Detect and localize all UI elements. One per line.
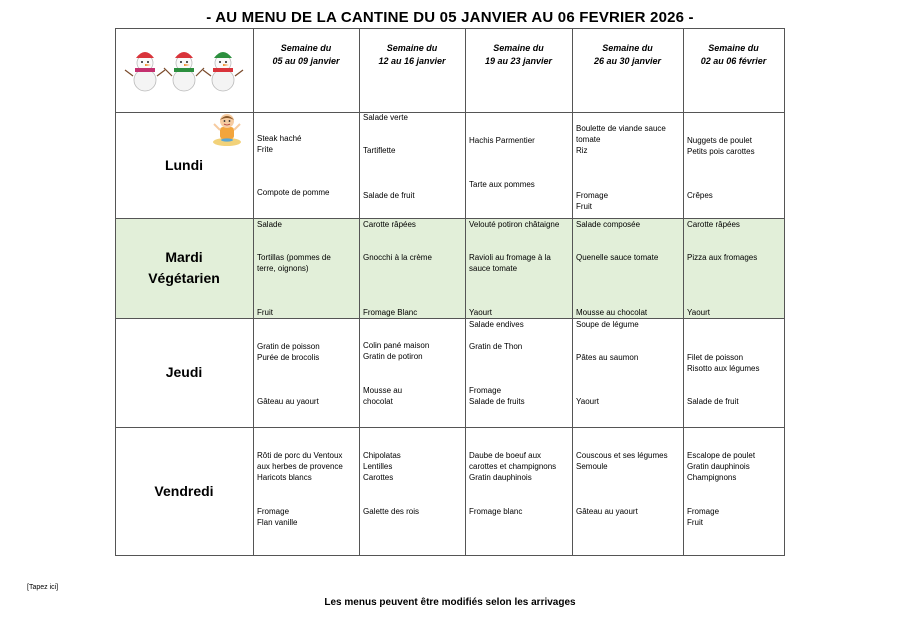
footer-note: Les menus peuvent être modifiés selon les arrivages (324, 597, 576, 608)
menu-cell (687, 112, 782, 218)
menu-item: Gratin de Thon (469, 342, 523, 351)
menu-item: aux herbes de provence (257, 462, 343, 471)
menu-cell (469, 427, 570, 555)
menu-item: Mousse au (363, 386, 403, 395)
menu-cell (257, 112, 357, 218)
week-header (465, 42, 572, 68)
menu-item: Fromage (469, 386, 502, 395)
menu-item: Yaourt (576, 397, 599, 406)
menu-item: Gratin de potiron (363, 352, 423, 361)
day-label-line: Mardi (165, 249, 203, 265)
menu-item: Velouté potiron châtaigne (469, 220, 560, 229)
menu-item: Fromage (687, 507, 720, 516)
menu-item: Gratin de poisson (257, 342, 320, 351)
menu-item: Lentilles (363, 462, 393, 471)
menu-item: Steak haché (257, 134, 302, 143)
week-header-line: Semaine du (708, 43, 759, 53)
menu-item: Flan vanille (257, 518, 298, 527)
menu-item: Salade verte (363, 113, 408, 122)
menu-table (115, 28, 785, 556)
week-header (683, 42, 784, 68)
menu-item: tomate (576, 135, 601, 144)
menu-item: Fromage blanc (469, 507, 523, 516)
day-label-line: Lundi (164, 156, 204, 173)
menu-item: Fromage Blanc (363, 308, 418, 317)
menu-item: Rôti de porc du Ventoux (257, 451, 343, 460)
menu-item: Haricots blancs (257, 473, 312, 482)
menu-item: Ravioli au fromage à la (469, 253, 551, 262)
week-header (253, 42, 359, 68)
menu-item: Soupe de légume (576, 320, 639, 329)
menu-item: Fruit (576, 202, 592, 211)
menu-item: Salade composée (576, 220, 641, 229)
menu-cell (469, 218, 570, 318)
menu-cell (687, 318, 782, 427)
menu-cell (687, 427, 782, 555)
menu-item: sauce tomate (469, 264, 518, 273)
menu-item: Pâtes au saumon (576, 353, 639, 362)
page-title: - AU MENU DE LA CANTINE DU 05 JANVIER AU 06 FEVRIER 2026 - (206, 9, 694, 26)
menu-item: terre, oignons) (257, 264, 309, 273)
menu-item: Crêpes (687, 191, 713, 200)
menu-item: Frite (257, 145, 273, 154)
snowmen-illustration (123, 46, 245, 94)
snowman-icon (164, 52, 204, 91)
menu-item: Salade endives (469, 320, 524, 329)
placeholder-text: [Tapez ici] (27, 584, 59, 591)
table-column-border (359, 28, 360, 556)
menu-item: Semoule (576, 462, 608, 471)
menu-item: Salade de fruit (687, 397, 739, 406)
menu-cell (576, 112, 681, 218)
menu-item: Fruit (257, 308, 273, 317)
menu-item: Salade de fruit (363, 191, 415, 200)
menu-item: Hachis Parmentier (469, 136, 535, 145)
menu-cell (363, 427, 463, 555)
menu-cell (257, 427, 357, 555)
menu-item: Yaourt (687, 308, 710, 317)
menu-item: Yaourt (469, 308, 492, 317)
menu-item: Daube de boeuf aux (469, 451, 542, 460)
day-label-line: Vendredi (154, 482, 214, 499)
menu-item: Carottes (363, 473, 394, 482)
week-header (359, 42, 465, 68)
menu-cell (469, 112, 570, 218)
menu-item: Galette des rois (363, 507, 420, 516)
menu-cell (469, 318, 570, 427)
menu-item: Salade de fruits (469, 397, 525, 406)
menu-item: Escalope de poulet (687, 451, 756, 460)
child-eating-illustration (211, 111, 243, 147)
menu-item: Pizza aux fromages (687, 253, 758, 262)
menu-item: Mousse au chocolat (576, 308, 648, 317)
week-header-line: Semaine du (386, 43, 438, 53)
week-header-line: Semaine du (602, 43, 653, 53)
day-label (115, 247, 253, 289)
menu-item: Fruit (687, 518, 703, 527)
menu-item: carottes et champignons (469, 462, 557, 471)
menu-cell (576, 218, 681, 318)
week-header-line: 26 au 30 janvier (593, 56, 662, 66)
menu-item: Champignons (687, 473, 737, 482)
menu-cell (576, 318, 681, 427)
week-header-line: Semaine du (493, 43, 544, 53)
menu-item: Carotte râpées (687, 220, 740, 229)
table-row-border (115, 555, 785, 556)
menu-item: Filet de poisson (687, 353, 744, 362)
menu-item: Chipolatas (363, 451, 401, 460)
menu-item: Gratin dauphinois (687, 462, 750, 471)
menu-item: Riz (576, 146, 588, 155)
table-column-border (115, 28, 116, 556)
table-column-border (253, 28, 254, 556)
snowman-icon (125, 52, 165, 91)
table-column-border (784, 28, 785, 556)
snowman-icon (203, 52, 243, 91)
menu-cell (257, 318, 357, 427)
menu-item: Fromage (576, 191, 609, 200)
day-label (115, 481, 253, 502)
table-row-border (115, 28, 785, 29)
week-header-line: Semaine du (280, 43, 332, 53)
menu-cell (363, 318, 463, 427)
menu-item: Tartiflette (363, 146, 396, 155)
menu-item: Nuggets de poulet (687, 136, 752, 145)
menu-item: Fromage (257, 507, 290, 516)
menu-item: Risotto aux légumes (687, 364, 760, 373)
day-label (115, 155, 253, 176)
day-label (115, 362, 253, 383)
menu-item: Colin pané maison (363, 341, 430, 350)
menu-item: Tortillas (pommes de (257, 253, 331, 262)
menu-item: Gnocchi à la crème (363, 253, 432, 262)
menu-cell (687, 218, 782, 318)
menu-item: Purée de brocolis (257, 353, 320, 362)
menu-item: Gâteau au yaourt (576, 507, 638, 516)
menu-item: Petits pois carottes (687, 147, 755, 156)
menu-item: Boulette de viande sauce (576, 124, 666, 133)
day-label-line: Végétarien (148, 270, 220, 286)
menu-item: Tarte aux pommes (469, 180, 535, 189)
table-column-border (572, 28, 573, 556)
menu-cell (576, 427, 681, 555)
menu-cell (363, 112, 463, 218)
menu-item: Compote de pomme (257, 188, 330, 197)
menu-item: Gâteau au yaourt (257, 397, 319, 406)
menu-item: Couscous et ses légumes (576, 451, 668, 460)
day-label-line: Jeudi (165, 364, 203, 380)
table-column-border (465, 28, 466, 556)
menu-item: chocolat (363, 397, 393, 406)
menu-item: Carotte râpées (363, 220, 416, 229)
menu-cell (257, 218, 357, 318)
week-header-line: 12 au 16 janvier (378, 56, 446, 66)
week-header-line: 19 au 23 janvier (484, 56, 553, 66)
week-header (572, 42, 683, 68)
week-header-line: 02 au 06 février (700, 56, 767, 66)
table-column-border (683, 28, 684, 556)
week-header-line: 05 au 09 janvier (272, 56, 340, 66)
menu-item: Gratin dauphinois (469, 473, 532, 482)
menu-item: Quenelle sauce tomate (576, 253, 659, 262)
menu-item: Salade (257, 220, 282, 229)
menu-cell (363, 218, 463, 318)
